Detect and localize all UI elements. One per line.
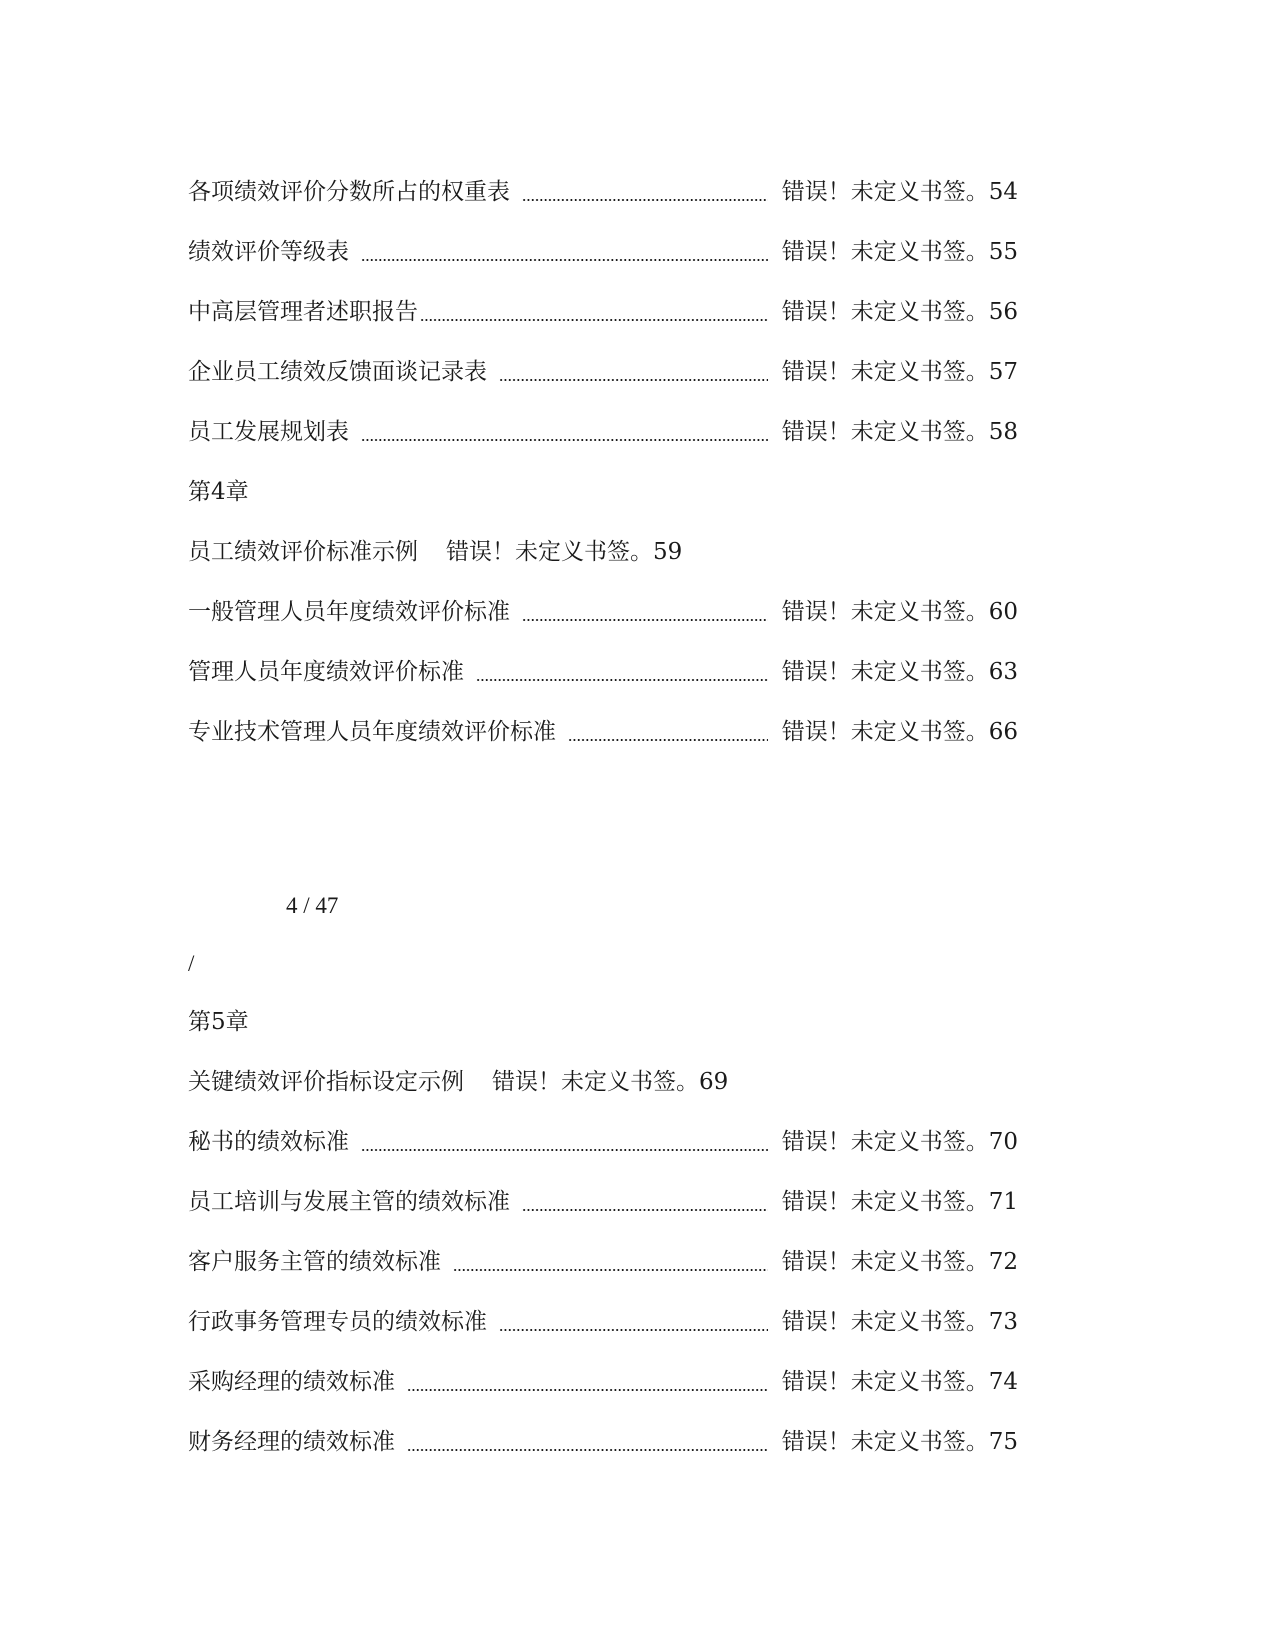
toc-entry-page: 错误！未定义书签。72 [781,1249,1018,1275]
toc-entry-page: 错误！未定义书签。66 [781,719,1018,745]
toc-entry[interactable] [188,174,1018,210]
chapter-label: 第4章 [188,479,249,505]
dot-leader [499,1329,768,1331]
toc-entry-title: 绩效评价等级表 [188,239,349,265]
toc-entry[interactable] [188,414,1018,450]
toc-entry[interactable] [188,594,1018,630]
toc-entry-page: 错误！未定义书签。54 [781,179,1018,205]
toc-entry[interactable] [188,1184,1018,1220]
toc-entry-page: 错误！未定义书签。74 [781,1369,1018,1395]
toc-entry-page: 错误！未定义书签。58 [781,419,1018,445]
toc-entry[interactable] [188,1244,1018,1280]
toc-entry-page: 错误！未定义书签。60 [781,599,1018,625]
dot-leader [407,1449,768,1451]
dot-leader [361,259,768,261]
chapter-toc-entry[interactable] [188,1064,728,1100]
toc-entry-title: 员工发展规划表 [188,419,349,445]
toc-entry-title: 管理人员年度绩效评价标准 [188,659,464,685]
dot-leader [476,679,768,681]
toc-entry-title: 财务经理的绩效标准 [188,1429,395,1455]
dot-leader [568,739,768,741]
chapter-heading [188,474,249,510]
toc-entry[interactable] [188,234,1018,270]
toc-entry-page: 错误！未定义书签。63 [781,659,1018,685]
toc-entry-title: 企业员工绩效反馈面谈记录表 [188,359,487,385]
dot-leader [453,1269,768,1271]
toc-entry-page: 错误！未定义书签。56 [781,299,1018,325]
toc-entry-title: 专业技术管理人员年度绩效评价标准 [188,719,556,745]
toc-entry-page: 错误！未定义书签。75 [781,1429,1018,1455]
toc-entry-title: 一般管理人员年度绩效评价标准 [188,599,510,625]
toc-entry-page: 错误！未定义书签。55 [781,239,1018,265]
chapter-title: 关键绩效评价指标设定示例 [188,1069,464,1095]
toc-entry-title: 各项绩效评价分数所占的权重表 [188,179,510,205]
toc-entry[interactable] [188,354,1018,390]
toc-entry-title: 行政事务管理专员的绩效标准 [188,1309,487,1335]
toc-entry[interactable] [188,1424,1018,1460]
toc-entry[interactable] [188,1124,1018,1160]
page-number: 4 / 47 [286,893,339,918]
chapter-page: 错误！未定义书签。59 [446,539,683,565]
toc-entry[interactable] [188,294,1018,330]
dot-leader [522,199,768,201]
dot-leader [522,1209,768,1211]
toc-entry-page: 错误！未定义书签。73 [781,1309,1018,1335]
chapter-page: 错误！未定义书签。69 [492,1069,729,1095]
toc-entry-page: 错误！未定义书签。70 [781,1129,1018,1155]
toc-entry[interactable] [188,1304,1018,1340]
toc-entry-title: 客户服务主管的绩效标准 [188,1249,441,1275]
toc-entry[interactable] [188,714,1018,750]
dot-leader [499,379,768,381]
dot-leader [420,319,768,321]
chapter-toc-entry[interactable] [188,534,682,570]
toc-entry-page: 错误！未定义书签。71 [781,1189,1018,1215]
toc-entry-title: 秘书的绩效标准 [188,1129,349,1155]
toc-entry-title: 员工培训与发展主管的绩效标准 [188,1189,510,1215]
separator-slash: / [188,951,195,976]
toc-entry-title: 采购经理的绩效标准 [188,1369,395,1395]
chapter-label: 第5章 [188,1009,249,1035]
chapter-heading [188,1004,249,1040]
toc-entry-page: 错误！未定义书签。57 [781,359,1018,385]
dot-leader [522,619,768,621]
toc-entry-title: 中高层管理者述职报告 [188,299,418,325]
dot-leader [407,1389,768,1391]
dot-leader [361,439,768,441]
dot-leader [361,1149,768,1151]
toc-entry[interactable] [188,1364,1018,1400]
chapter-title: 员工绩效评价标准示例 [188,539,418,565]
toc-entry[interactable] [188,654,1018,690]
